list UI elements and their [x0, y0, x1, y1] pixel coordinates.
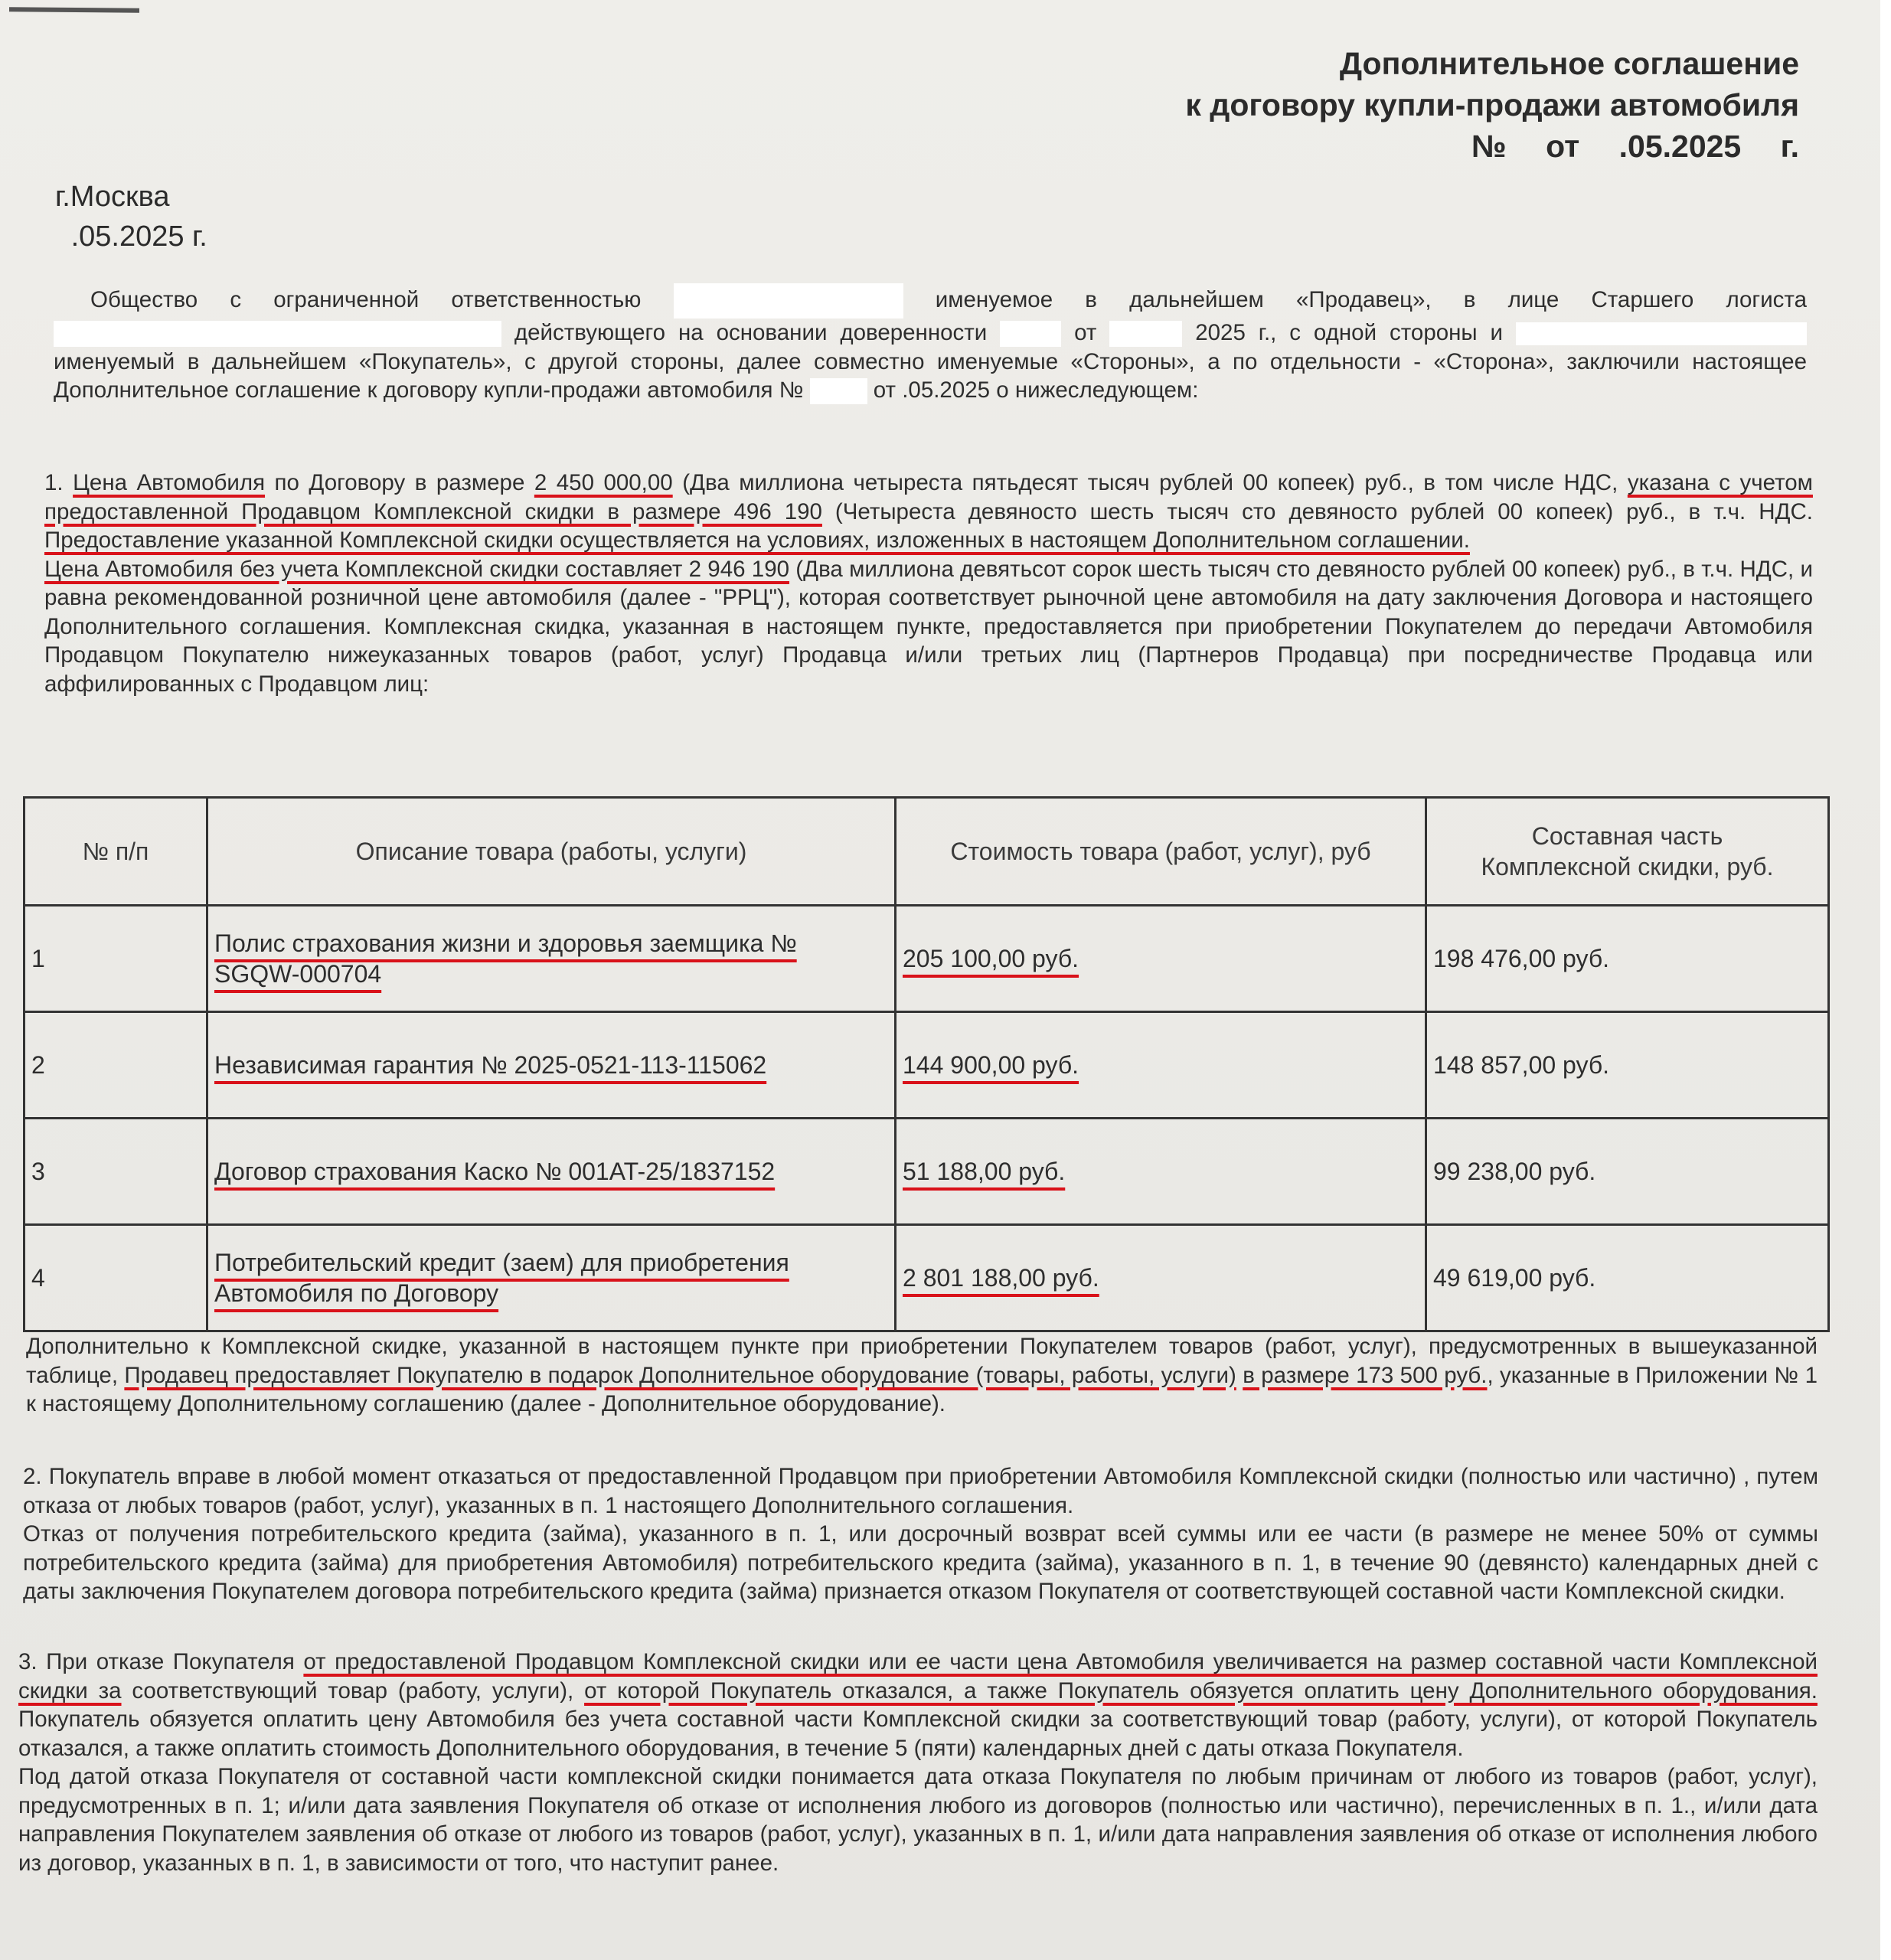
- discount-goods-table: [23, 796, 1830, 1332]
- intro-part-5: 2025 г., с одной стороны и: [1195, 320, 1504, 345]
- price-without-discount: Цена Автомобиля без учета Комплексной скидки составляет 2 946 190: [44, 556, 790, 582]
- row-cost-text: 2 801 188,00 руб.: [903, 1264, 1099, 1292]
- corner-mark: [9, 7, 139, 12]
- row-cost: [896, 1225, 1426, 1331]
- clause-2: [23, 1462, 1818, 1606]
- clause-1: [44, 469, 1813, 698]
- table-row: [24, 1119, 1829, 1225]
- clause-2-text-a: 2. Покупатель вправе в любой момент отказаться от предоставленной Продавцом при приобретении Автомобиля Комплексной скидки (полностью или частично) , путем отказа от любых товаров (работ, услуг), указанных в п. 1 настоящего Дополнительного соглашения.: [23, 1464, 1818, 1518]
- header-discount-part: Составная часть Комплексной скидки, руб.: [1426, 798, 1829, 906]
- intro-part-7: от .05.2025: [873, 377, 991, 403]
- header-number: № п/п: [24, 798, 207, 906]
- redacted-poa-date: [1109, 321, 1182, 347]
- clause-1-text-e: (Два миллиона четыреста пятьдесят тысяч рублей 00 копеек) руб., в том числе НДС,: [672, 470, 1628, 495]
- clause-1-text-c: по Договору в размере: [265, 470, 534, 495]
- agreement-date-text: .05.2025 г.: [70, 220, 207, 253]
- clause-1-number: 1.: [44, 470, 73, 495]
- row-cost-text: 144 900,00 руб.: [903, 1051, 1079, 1079]
- intro-part-8: о нижеследующем:: [996, 377, 1199, 403]
- car-price-label: Цена Автомобиля: [73, 470, 266, 495]
- row-cost: [896, 906, 1426, 1012]
- clause-3-text-c: соответствующий товар (работу, услуги),: [121, 1677, 585, 1704]
- row-description-text: Независимая гарантия № 2025-0521-113-115062: [214, 1051, 767, 1079]
- row-description: [207, 1119, 896, 1225]
- redacted-representative: [54, 321, 501, 347]
- row-description-text: Договор страхования Каско № 001AT-25/1837152: [214, 1158, 776, 1185]
- title-line-1: Дополнительное соглашение: [1339, 46, 1799, 81]
- clause-3-text-f: Под датой отказа Покупателя от составной части комплексной скидки понимается дата отказа Покупателя по любым причинам от любого из товаров (работ, услуг), предусмотренных в п. 1; и/или дата заявления Покупателя об отказе от исполнения любого из договоров (полностью или частично), перечисленных в п. 1., и/или дата направления Покупателем заявления об отказе от любого из товаров (работ, услуг), указанных в п. 1, и/или дата направления заявления об отказе от исполнения любого из договор, указанных в п. 1, в зависимости от того, что наступит ранее.: [18, 1764, 1818, 1876]
- clause-3-text-e: Покупатель обязуется оплатить цену Автомобиля без учета составной части Комплексной скидки за соответствующий товар (работу, услуги), от которой Покупатель отказался, а также оплатить стоимость Дополнительного оборудования, в течение 5 (пяти) календарных дней с даты отказа Покупателя.: [18, 1707, 1818, 1761]
- redacted-day: [55, 227, 63, 250]
- after-table-text-e: , указанные в Приложении № 1 к настоящему Дополнительному соглашению (далее - Дополнительное оборудование).: [26, 1362, 1818, 1416]
- table-row: [24, 1225, 1829, 1331]
- header-cost: Стоимость товара (работ, услуг), руб: [896, 798, 1426, 906]
- redacted-poa-number: [1000, 321, 1061, 347]
- row-description: [207, 1012, 896, 1119]
- clause-3-text-a: 3. При отказе Покупателя: [18, 1649, 304, 1674]
- intro-paragraph: [54, 283, 1807, 405]
- clause-1-text-g: (Четыреста девяносто шесть тысяч сто девяносто рублей 00 копеек) руб., в т.ч. НДС.: [821, 498, 1813, 524]
- row-description-text: Потребительский кредит (заем) для приобретения Автомобиля по Договору: [214, 1249, 789, 1307]
- discount-statement: указана с учетом предоставленной Продавцом Комплексной скидки в размере 496 190: [44, 470, 1813, 524]
- title-line-3: № от .05.2025 г.: [1471, 129, 1799, 164]
- row-cost: [896, 1012, 1426, 1119]
- row-cost-text: 205 100,00 руб.: [903, 945, 1079, 972]
- row-number: 4: [24, 1225, 207, 1331]
- row-number: 3: [24, 1119, 207, 1225]
- row-description: [207, 906, 896, 1012]
- additional-equipment-paragraph: [26, 1332, 1818, 1419]
- row-cost-text: 51 188,00 руб.: [903, 1158, 1066, 1185]
- redacted-company-name: [674, 283, 903, 318]
- after-table-text-c: [1236, 1363, 1243, 1388]
- redacted-buyer-name: [1516, 322, 1807, 345]
- intro-part-4: от: [1074, 320, 1097, 345]
- row-number: 2: [24, 1012, 207, 1119]
- clause-3: [18, 1648, 1818, 1877]
- intro-part-3: действующего на основании доверенности: [514, 320, 988, 345]
- discount-refusal-consequence: от предоставленой Продавцом Комплексной скидки или ее части цена Автомобиля увеличивается на размер составной части Комплексной скидки за: [18, 1649, 1818, 1704]
- city: г.Москва: [55, 181, 170, 213]
- table-header-row: [24, 798, 1829, 906]
- intro-part-6: именуемый в дальнейшем «Покупатель», с другой стороны, далее совместно именуемые «Стороны», а по отдельности - «Сторона», заключили настоящее Дополнительное соглашение к договору купли-продажи автомобиля №: [54, 348, 1807, 403]
- intro-part-2: именуемое в дальнейшем «Продавец», в лице Старшего логиста: [935, 286, 1808, 312]
- header-description: Описание товара (работы, услуги): [207, 798, 896, 906]
- table-row: [24, 1012, 1829, 1119]
- document-header: [1185, 43, 1799, 167]
- table-row: [24, 906, 1829, 1012]
- row-number: 1: [24, 906, 207, 1012]
- agreement-date: [55, 220, 207, 253]
- row-discount: 148 857,00 руб.: [1426, 1012, 1829, 1119]
- car-price-value: 2 450 000,00: [534, 470, 673, 495]
- discount-conditions: Предоставление указанной Комплексной скидки осуществляется на условиях, изложенных в настоящем Дополнительном соглашении.: [44, 528, 1470, 553]
- after-table-text-a: Дополнительно к Комплексной скидке, указанной в настоящем пункте при приобретении Покупателем товаров (работ, услуг), предусмотренных в вышеуказанной таблице,: [26, 1334, 1818, 1388]
- row-discount: 49 619,00 руб.: [1426, 1225, 1829, 1331]
- row-description-text: Полис страхования жизни и здоровья заемщика № SGQW-000704: [214, 929, 797, 988]
- row-discount: 198 476,00 руб.: [1426, 906, 1829, 1012]
- row-cost: [896, 1119, 1426, 1225]
- title-line-2: к договору купли-продажи автомобиля: [1185, 87, 1799, 122]
- row-discount: 99 238,00 руб.: [1426, 1119, 1829, 1225]
- gift-equipment-statement: Продавец предоставляет Покупателю в подарок Дополнительное оборудование (товары, работы, услуги): [124, 1362, 1236, 1388]
- clause-1-text-j: (Два миллиона девятьсот сорок шесть тысяч сто девяносто рублей 00 копеек) руб., в т.ч. НДС, и равна рекомендованной розничной цене автомобиля (далее - "РРЦ"), которая соответствует рыночной цене автомобиля на дату заключения Договора и настоящего Дополнительного соглашения. Комплексная скидка, указанная в настоящем пункте, предоставляется при приобретении Покупателем до передачи Автомобиля Продавцом Покупателю нижеуказанных товаров (работ, услуг) Продавца и/или третьих лиц (Партнеров Продавца) при посредничестве Продавца или аффилированных с Продавцом лиц:: [44, 556, 1813, 697]
- equipment-payment-obligation: от которой Покупатель отказался, а также Покупатель обязуется оплатить цену Дополнительного оборудования.: [584, 1677, 1818, 1704]
- clause-2-text-b: Отказ от получения потребительского кредита (займа), указанного в п. 1, или досрочный возврат всей суммы или ее части (в размере не менее 50% от суммы потребительского кредита (займа) для приобретения Автомобиля) потребительского кредита (займа), указанного в п. 1, в течение 90 (девянсто) календарных дней с даты заключения Покупателем договора потребительского кредита (займа) признается отказом Покупателя от соответствующей составной части Комплексной скидки.: [23, 1521, 1818, 1604]
- intro-part-1: Общество с ограниченной ответственностью: [90, 286, 642, 312]
- redacted-contract-number: [810, 378, 867, 404]
- gift-equipment-amount: в размере 173 500 руб.: [1243, 1362, 1488, 1388]
- row-description: [207, 1225, 896, 1331]
